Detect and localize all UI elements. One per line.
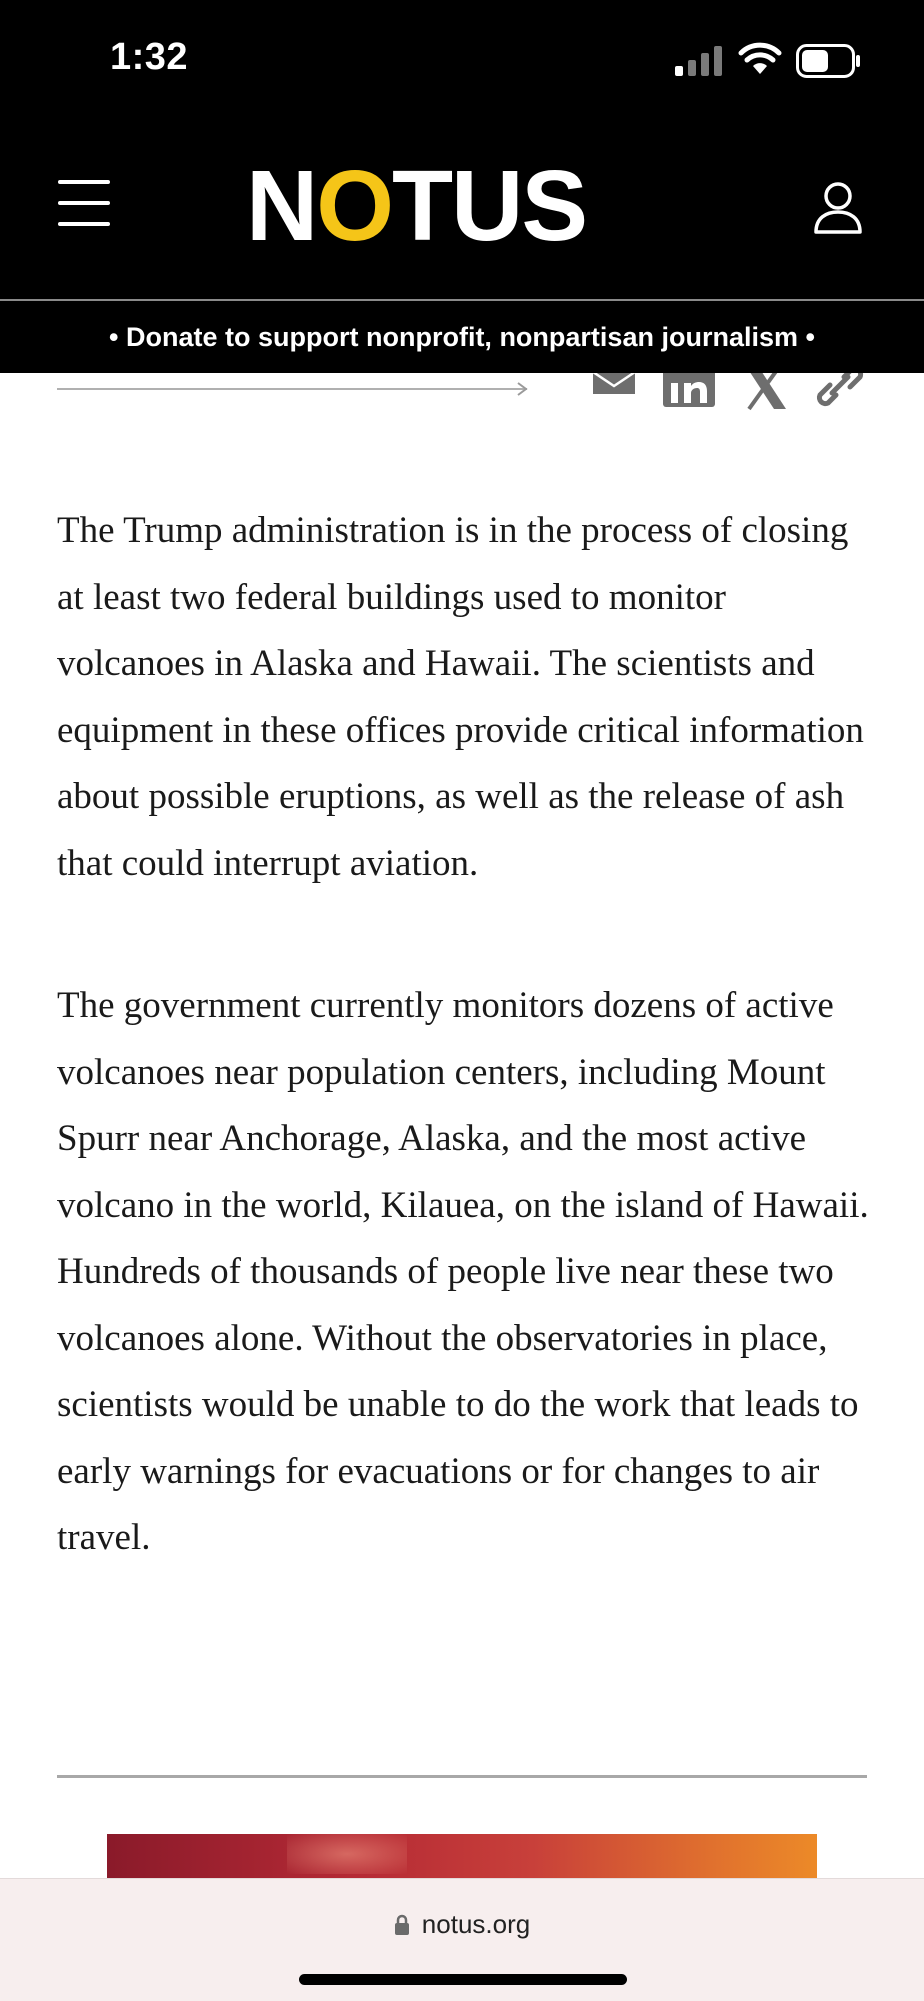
wifi-icon <box>738 42 782 76</box>
status-bar <box>0 0 924 120</box>
battery-icon <box>796 44 862 78</box>
user-account-icon[interactable] <box>812 180 864 236</box>
cellular-signal-icon <box>675 46 725 76</box>
url-text: notus.org <box>421 1909 531 1939</box>
link-icon[interactable] <box>814 373 866 413</box>
linkedin-icon[interactable] <box>662 373 716 409</box>
article-body <box>57 498 877 1648</box>
article-paragraph: The Trump administration is in the process of closing at least two federal buildings used to monitor volcanoes in Alaska and Hawaii. The scientists and equipment in these offices provide critical information about possible eruptions, as well as the release of ash that could interrupt aviation. <box>57 510 864 884</box>
email-icon[interactable] <box>592 373 636 395</box>
promo-image-glow <box>287 1834 407 1874</box>
logo-letter-o: O <box>316 150 393 262</box>
home-indicator[interactable] <box>299 1974 627 1985</box>
lock-icon <box>394 1914 410 1936</box>
site-header <box>0 120 924 301</box>
status-time: 1:32 <box>110 36 189 78</box>
logo-letters-tus: TUS <box>392 150 587 262</box>
promo-image[interactable] <box>107 1834 817 1878</box>
article-paragraph: The government currently monitors dozens of active volcanoes near population centers, including Mount Spurr near Anchorage, Alaska, and the most active volcano in the world, Kilauea, on the island of Hawaii. Hundreds of thousands of people live near these two volcanoes alone. Without the observatories in place, scientists would be unable to do the work that leads to early warnings for evacuations or for changes to air travel. <box>57 985 869 1558</box>
share-divider <box>57 388 527 390</box>
x-icon[interactable] <box>742 373 788 411</box>
hamburger-menu-icon[interactable] <box>58 180 110 230</box>
url-field[interactable] <box>0 1909 924 1940</box>
arrow-right-icon <box>516 381 532 397</box>
section-divider <box>57 1775 867 1778</box>
donate-banner[interactable]: • Donate to support nonprofit, nonpartisan journalism • <box>0 301 924 373</box>
share-row <box>0 373 924 413</box>
logo-letter-n: N <box>246 150 317 262</box>
site-logo[interactable] <box>246 150 587 262</box>
browser-address-bar <box>0 1878 924 2001</box>
